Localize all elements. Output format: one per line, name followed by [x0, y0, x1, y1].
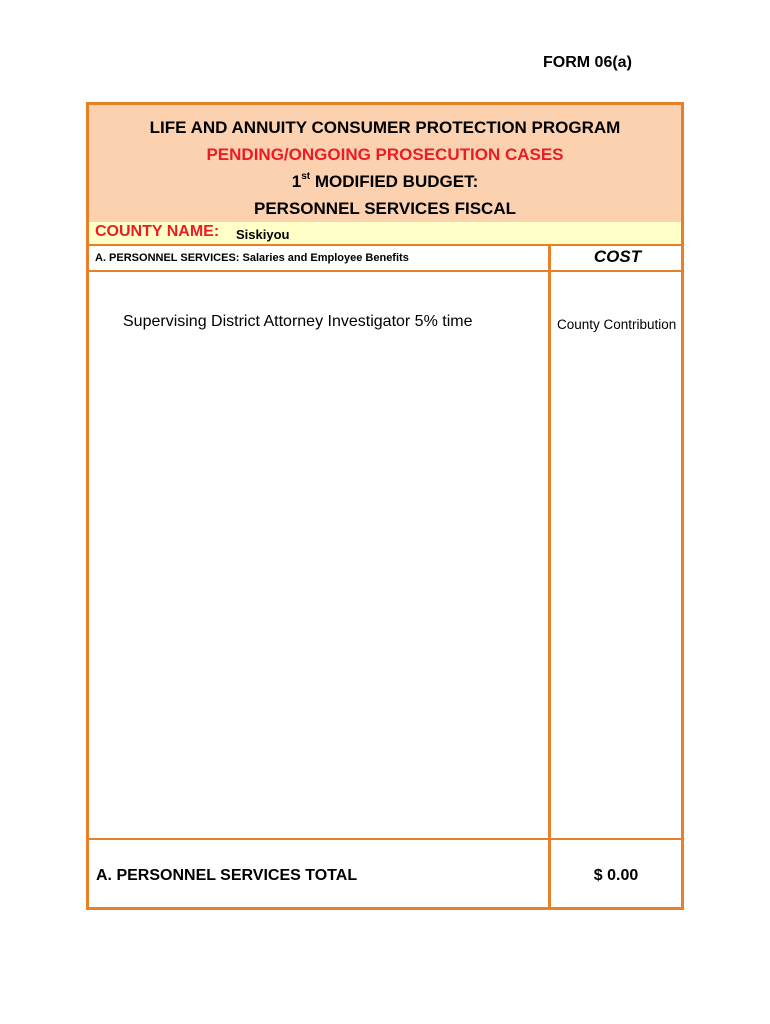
cost-header: COST	[593, 247, 642, 266]
line-item-description: Supervising District Attorney Investigator 5% time	[123, 313, 473, 330]
case-type-title: PENDING/ONGOING PROSECUTION CASES	[206, 145, 564, 164]
column-header-row	[89, 246, 681, 272]
budget-ordinal: 1	[291, 172, 302, 191]
county-label: COUNTY NAME:	[95, 223, 220, 240]
budget-title-text: MODIFIED BUDGET:	[310, 172, 479, 191]
program-title: LIFE AND ANNUITY CONSUMER PROTECTION PROGRAM	[149, 118, 621, 137]
section-label: A. PERSONNEL SERVICES: Salaries and Employee Benefits	[95, 252, 409, 264]
budget-form	[86, 102, 684, 910]
budget-title	[89, 168, 681, 195]
line-item-cost: County Contribution	[557, 317, 677, 332]
total-divider	[89, 838, 681, 840]
form-header	[89, 105, 681, 224]
form-number: FORM 06(a)	[543, 54, 632, 71]
county-value: Siskiyou	[236, 227, 290, 242]
total-label: A. PERSONNEL SERVICES TOTAL	[96, 867, 358, 884]
line-item-row	[89, 272, 681, 839]
county-row	[89, 222, 681, 246]
fiscal-title: PERSONNEL SERVICES FISCAL	[254, 199, 516, 218]
total-value: $ 0.00	[593, 867, 639, 884]
budget-ordinal-suffix: st	[301, 171, 311, 183]
